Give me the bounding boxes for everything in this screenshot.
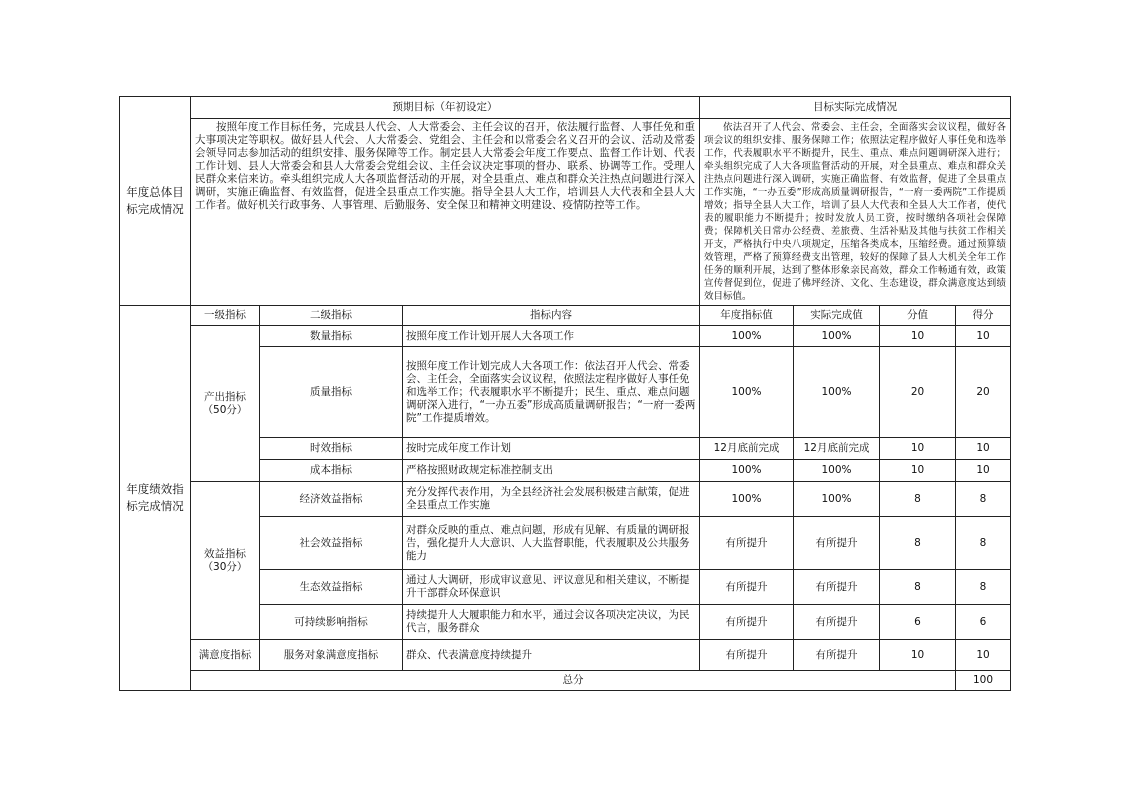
row-actual: 100% [794,482,880,517]
total-label: 总分 [191,671,956,691]
row-actual: 有所提升 [794,640,880,671]
row-got: 8 [956,570,1011,605]
row-actual: 有所提升 [794,570,880,605]
row-l2: 可持续影响指标 [260,605,403,640]
row-content: 充分发挥代表作用，为全县经济社会发展积极建言献策，促进全县重点工作实施 [403,482,700,517]
row-content: 群众、代表满意度持续提升 [403,640,700,671]
row-l2: 数量指标 [260,326,403,347]
performance-table [119,96,1011,691]
row-score: 8 [880,482,956,517]
row-target: 有所提升 [700,640,794,671]
header-level1: 一级指标 [191,306,260,326]
row-got: 8 [956,482,1011,517]
row-target: 100% [700,460,794,482]
row-score: 10 [880,460,956,482]
row-target: 100% [700,482,794,517]
row-target: 有所提升 [700,517,794,570]
header-target: 年度指标值 [700,306,794,326]
row-content: 对群众反映的重点、难点问题，形成有见解、有质量的调研报告，强化提升人大意识、人大监督职能，代表履职及公共服务能力 [403,517,700,570]
table-row [120,482,1011,517]
row-l2: 质量指标 [260,347,403,438]
row-got: 10 [956,326,1011,347]
row-got: 6 [956,605,1011,640]
row-target: 有所提升 [700,570,794,605]
actual-completion-header: 目标实际完成情况 [700,97,1011,119]
row-actual: 100% [794,460,880,482]
row-l2: 社会效益指标 [260,517,403,570]
row-actual: 100% [794,347,880,438]
header-content: 指标内容 [403,306,700,326]
performance-report [119,96,1010,691]
row-target: 12月底前完成 [700,438,794,460]
row-score: 6 [880,605,956,640]
row-actual: 有所提升 [794,605,880,640]
row-l2: 生态效益指标 [260,570,403,605]
row-content: 按照年度工作计划开展人大各项工作 [403,326,700,347]
row-content: 通过人大调研，形成审议意见、评议意见和相关建议，不断提升干部群众环保意识 [403,570,700,605]
row-score: 10 [880,326,956,347]
row-score: 20 [880,347,956,438]
group-satisfaction: 满意度指标 [191,640,260,671]
table-row [120,326,1011,347]
row-score: 10 [880,640,956,671]
header-got: 得分 [956,306,1011,326]
row-target: 100% [700,347,794,438]
row-got: 20 [956,347,1011,438]
row-score: 8 [880,517,956,570]
row-got: 8 [956,517,1011,570]
header-actual: 实际完成值 [794,306,880,326]
perf-section-label: 年度绩效指标完成情况 [120,306,191,691]
row-score: 8 [880,570,956,605]
row-target: 有所提升 [700,605,794,640]
row-l2: 成本指标 [260,460,403,482]
expected-goal-text: 按照年度工作目标任务，完成县人代会、人大常委会、主任会议的召开，依法履行监督、人事任免和重大事项决定等职权。做好县人代会、人大常委会、党组会、主任会和以常委会名义召开的会议、活动及常委会领导同志参加活动的组织安排、服务保障等工作。制定县人大常委会年度工作要点、监督工作计划、代表工作计划、县人大常委会和县人大常委会党组会议、主任会议决定事项的督办、联系、协调等工作。受理人民群众来信来访。牵头组织完成人大各项监督活动的开展，对全县重点、难点和群众关注热点问题进行深入调研，实施正确监督、有效监督，促进全县重点工作实施。指导全县人大工作，培训县人大代表和全县人大工作者。做好机关行政事务、人事管理、后勤服务、安全保卫和精神文明建设、疫情防控等工作。 [191,119,700,306]
group-benefit: 效益指标（30分） [191,482,260,640]
row-content: 按时完成年度工作计划 [403,438,700,460]
total-row [120,671,1011,691]
row-content: 持续提升人大履职能力和水平，通过会议各项决定决议，为民代言，服务群众 [403,605,700,640]
row-actual: 有所提升 [794,517,880,570]
expected-goal-header: 预期目标（年初设定） [191,97,700,119]
row-got: 10 [956,640,1011,671]
group-output: 产出指标（50分） [191,326,260,482]
row-l2: 时效指标 [260,438,403,460]
row-got: 10 [956,438,1011,460]
row-target: 100% [700,326,794,347]
total-score: 100 [956,671,1011,691]
header-score: 分值 [880,306,956,326]
row-l2: 经济效益指标 [260,482,403,517]
row-score: 10 [880,438,956,460]
row-actual: 12月底前完成 [794,438,880,460]
row-l2: 服务对象满意度指标 [260,640,403,671]
row-content: 严格按照财政规定标准控制支出 [403,460,700,482]
row-content: 按照年度工作计划完成人大各项工作：依法召开人代会、常委会、主任会，全面落实会议议程，依照法定程序做好人事任免和选举工作；代表履职水平不断提升；民生、重点、难点问题调研深入进行，“一办五委”形成高质量调研报告；“一府一委两院”工作提质增效。 [403,347,700,438]
overall-section-label: 年度总体目标完成情况 [120,97,191,306]
row-got: 10 [956,460,1011,482]
actual-completion-text: 依法召开了人代会、常委会、主任会，全面落实会议议程，做好各项会议的组织安排、服务保障工作；依照法定程序做好人事任免和选举工作，代表履职水平不断提升，民生、重点、难点问题调研深入进行；牵头组织完成了人大各项监督活动的开展，对全县重点、难点和群众关注热点问题进行深入调研，实施正确监督、有效监督，促进了全县重点工作实施，“一办五委”形成高质量调研报告，“一府一委两院”工作提质增效；指导全县人大工作，培训了县人大代表和全县人大工作者，使代表的履职能力不断提升；按时发放人员工资，按时缴纳各项社会保障费；保障机关日常办公经费、差旅费、生活补贴及其他与扶贫工作相关开支，严格执行中央八项规定，压缩各类成本，压缩经费。通过预算绩效管理，严格了预算经费支出管理，较好的保障了县人大机关全年工作任务的顺利开展，达到了整体形象亲民高效，群众工作畅通有效，政策宣传督促到位，促进了佛坪经济、文化、生态建设，群众满意度达到绩效目标值。 [700,119,1011,306]
header-level2: 二级指标 [260,306,403,326]
row-actual: 100% [794,326,880,347]
table-row [120,640,1011,671]
